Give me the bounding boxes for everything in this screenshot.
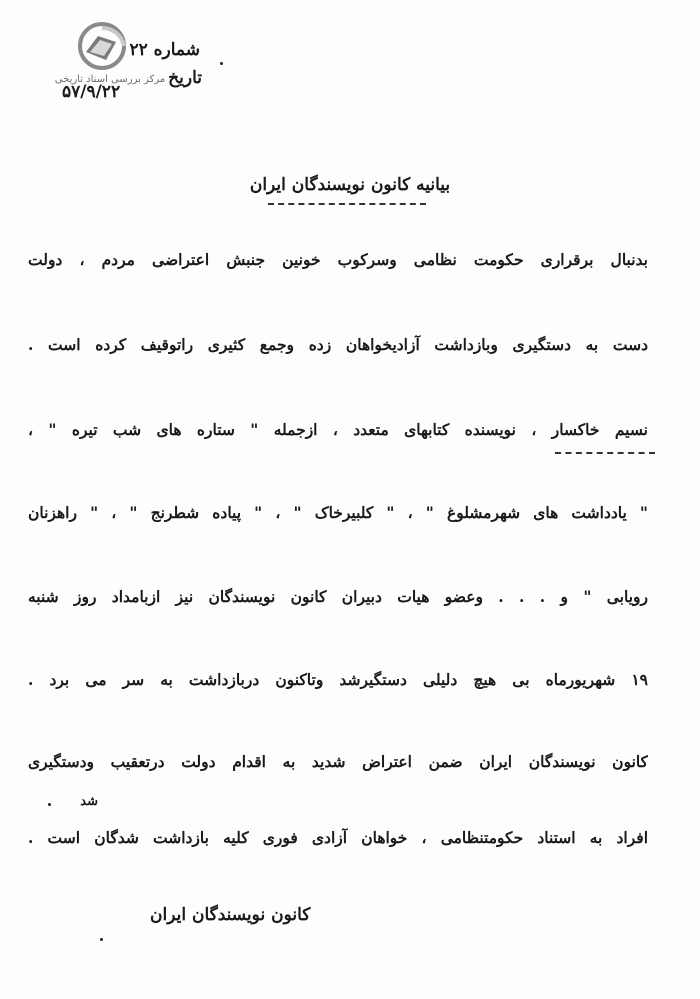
body-line-8: افراد به استناد حکومتنظامی ، خواهان آزادی فوری کلیه بازداشت شدگان است . bbox=[28, 828, 648, 847]
ink-speck bbox=[220, 62, 223, 65]
title-underline bbox=[268, 203, 426, 205]
body-line-2: دست به دستگیری وبازداشت آزادیخواهان زده وجمع کثیری راتوقیف کرده است . bbox=[28, 335, 648, 354]
date-label: تاریخ bbox=[168, 68, 202, 88]
body-line-5: رویابی " و . . . وعضو هیات دبیران کانون نویسندگان نیز ازبامداد روز شنبه bbox=[28, 587, 648, 606]
name-underline bbox=[555, 452, 655, 454]
body-line-7: کانون نویسندگان ایران ضمن اعتراض شدید به اقدام دولت درتعقیب ودستگیری bbox=[28, 752, 648, 771]
statement-title: بیانیه کانون نویسندگان ایران bbox=[249, 175, 451, 195]
body-line-4: " یادداشت های شهرمشلوغ " ، " کلبیرخاک " ، " پیاده شطرنج " ، " راهزنان bbox=[28, 503, 648, 522]
signature: کانون نویسندگان ایران bbox=[150, 905, 311, 925]
archive-logo-icon bbox=[72, 22, 134, 72]
archive-watermark-text: مرکز بررسی اسناد تاریخی bbox=[54, 74, 166, 85]
body-line-3: نسیم خاکسار ، نویسنده کتابهای متعدد ، ازجمله " ستاره های شب تیره " ، bbox=[28, 420, 648, 439]
body-line-1: بدنبال برقراری حکومت نظامی وسرکوب خونین جنبش اعتراضی مردم ، دولت bbox=[28, 250, 648, 269]
ink-speck bbox=[48, 803, 51, 806]
letter-number: شماره ۲۲ bbox=[129, 40, 200, 60]
ink-speck bbox=[100, 938, 103, 941]
margin-note: شد bbox=[80, 794, 98, 809]
date-value: ۵۷/۹/۲۲ bbox=[62, 82, 121, 102]
body-line-6: ۱۹ شهریورماه بی هیچ دلیلی دستگیرشد وتاکنون دربازداشت به سر می برد . bbox=[28, 670, 648, 689]
